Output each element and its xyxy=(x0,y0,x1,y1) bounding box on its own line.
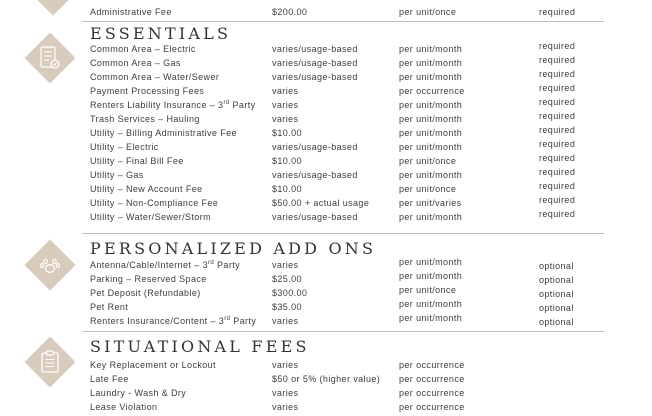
fee-unit: per unit/month xyxy=(399,72,463,82)
fee-name: Utility – New Account Fee xyxy=(90,184,203,194)
fee-name: Antenna/Cable/Internet – 3rd Party xyxy=(90,260,241,270)
fee-amount: $25.00 xyxy=(272,274,302,284)
fee-name: Late Fee xyxy=(90,374,129,384)
fee-unit: per unit/month xyxy=(399,212,463,222)
fee-amount: varies xyxy=(272,100,299,110)
fee-unit: per occurrence xyxy=(399,374,465,384)
fee-status: required xyxy=(539,209,576,219)
ordinal-suffix: rd xyxy=(223,100,230,106)
fee-status: optional xyxy=(539,303,574,313)
fee-name: Common Area – Gas xyxy=(90,58,181,68)
table-row xyxy=(0,372,652,386)
fee-name: Utility – Gas xyxy=(90,170,144,180)
fee-unit: per unit/month xyxy=(399,170,463,180)
fee-status: optional xyxy=(539,317,574,327)
ordinal-suffix: rd xyxy=(224,316,231,322)
table-row xyxy=(0,386,652,400)
fee-unit: per unit/month xyxy=(399,313,463,323)
fee-name: Renters Insurance/Content – 3rd Party xyxy=(90,316,257,326)
table-row xyxy=(0,400,652,414)
ordinal-suffix: rd xyxy=(207,260,215,266)
fee-status: required xyxy=(539,139,576,149)
fee-amount: varies xyxy=(272,402,299,412)
fee-amount: $300.00 xyxy=(272,288,308,298)
fee-name: Payment Processing Fees xyxy=(90,86,205,96)
fee-amount: varies xyxy=(272,360,299,370)
fee-name: Renters Liability Insurance – 3rd Party xyxy=(90,100,256,110)
fee-name: Administrative Fee xyxy=(90,7,172,17)
fee-name: Common Area – Water/Sewer xyxy=(90,72,220,82)
fee-name: Utility – Final Bill Fee xyxy=(90,156,184,166)
fee-unit: per occurrence xyxy=(399,86,465,96)
table-row xyxy=(0,258,652,272)
fee-name: Parking – Reserved Space xyxy=(90,274,207,284)
fee-unit: per unit/month xyxy=(399,44,463,54)
fee-unit: per unit/varies xyxy=(399,198,462,208)
fee-name: Pet Rent xyxy=(90,302,129,312)
fee-unit: per occurrence xyxy=(399,388,465,398)
fee-name: Lease Violation xyxy=(90,402,158,412)
fee-unit: per unit/month xyxy=(399,128,463,138)
fee-name: Utility – Non-Compliance Fee xyxy=(90,198,219,208)
table-row xyxy=(0,358,652,372)
fee-unit: per unit/once xyxy=(399,184,457,194)
fee-amount: varies/usage-based xyxy=(272,58,358,68)
table-row xyxy=(0,210,652,224)
section-title-essentials: ESSENTIALS xyxy=(90,24,232,43)
fee-amount: varies xyxy=(272,114,299,124)
fee-amount: $200.00 xyxy=(272,7,308,17)
fee-name-suffix: Party xyxy=(230,316,257,326)
section-divider xyxy=(82,331,604,332)
fee-unit: per unit/month xyxy=(399,271,463,281)
fee-unit: per unit/month xyxy=(399,299,463,309)
fee-unit: per occurrence xyxy=(399,360,465,370)
fee-unit: per occurrence xyxy=(399,402,465,412)
table-row xyxy=(0,272,652,286)
fee-status: required xyxy=(539,83,576,93)
section-title-addons: PERSONALIZED ADD ONS xyxy=(90,239,377,258)
fee-status: required xyxy=(539,7,576,17)
fee-status: required xyxy=(539,181,576,191)
fee-status: optional xyxy=(539,261,574,271)
fee-amount: $50.00 + actual usage xyxy=(272,198,370,208)
fee-status: required xyxy=(539,55,576,65)
fee-status: required xyxy=(539,69,576,79)
fee-unit: per unit/month xyxy=(399,257,463,267)
fee-unit: per unit/month xyxy=(399,100,463,110)
fee-amount: varies xyxy=(272,86,299,96)
fee-name: Key Replacement or Lockout xyxy=(90,360,216,370)
fee-amount: varies xyxy=(272,316,299,326)
fee-amount: varies/usage-based xyxy=(272,212,358,222)
fee-status: required xyxy=(539,153,576,163)
fee-status: optional xyxy=(539,275,574,285)
fee-amount: varies/usage-based xyxy=(272,142,358,152)
fee-unit: per unit/once xyxy=(399,285,457,295)
section-divider xyxy=(82,233,604,234)
fee-amount: varies xyxy=(272,388,299,398)
fee-name-suffix: Party xyxy=(229,100,256,110)
fee-amount: varies/usage-based xyxy=(272,170,358,180)
fee-unit: per unit/month xyxy=(399,114,463,124)
fee-unit: per unit/once xyxy=(399,7,457,17)
fee-status: required xyxy=(539,111,576,121)
section-title-situational: SITUATIONAL FEES xyxy=(90,337,310,356)
table-row xyxy=(0,5,652,19)
table-row xyxy=(0,286,652,300)
fee-name: Utility – Electric xyxy=(90,142,159,152)
fee-status: required xyxy=(539,195,576,205)
fee-name: Utility – Water/Sewer/Storm xyxy=(90,212,211,222)
fee-amount: $10.00 xyxy=(272,184,302,194)
fee-status: required xyxy=(539,41,576,51)
table-row xyxy=(0,300,652,314)
fee-amount: $10.00 xyxy=(272,156,302,166)
fee-unit: per unit/once xyxy=(399,156,457,166)
fee-status: required xyxy=(539,125,576,135)
section-divider xyxy=(82,21,604,22)
fee-amount: varies xyxy=(272,260,299,270)
fee-amount: $50 or 5% (higher value) xyxy=(272,374,381,384)
table-row xyxy=(0,314,652,328)
fee-status: required xyxy=(539,97,576,107)
fee-name: Laundry - Wash & Dry xyxy=(90,388,187,398)
fee-name: Common Area – Electric xyxy=(90,44,196,54)
fee-status: optional xyxy=(539,289,574,299)
fee-status: required xyxy=(539,167,576,177)
fee-name-suffix: Party xyxy=(214,260,241,270)
fee-amount: varies/usage-based xyxy=(272,72,358,82)
fee-name: Pet Deposit (Refundable) xyxy=(90,288,201,298)
fee-name: Utility – Billing Administrative Fee xyxy=(90,128,237,138)
fee-unit: per unit/month xyxy=(399,58,463,68)
fee-amount: $10.00 xyxy=(272,128,302,138)
fee-unit: per unit/month xyxy=(399,142,463,152)
fee-amount: $35.00 xyxy=(272,302,302,312)
fee-name: Trash Services – Hauling xyxy=(90,114,200,124)
fee-amount: varies/usage-based xyxy=(272,44,358,54)
